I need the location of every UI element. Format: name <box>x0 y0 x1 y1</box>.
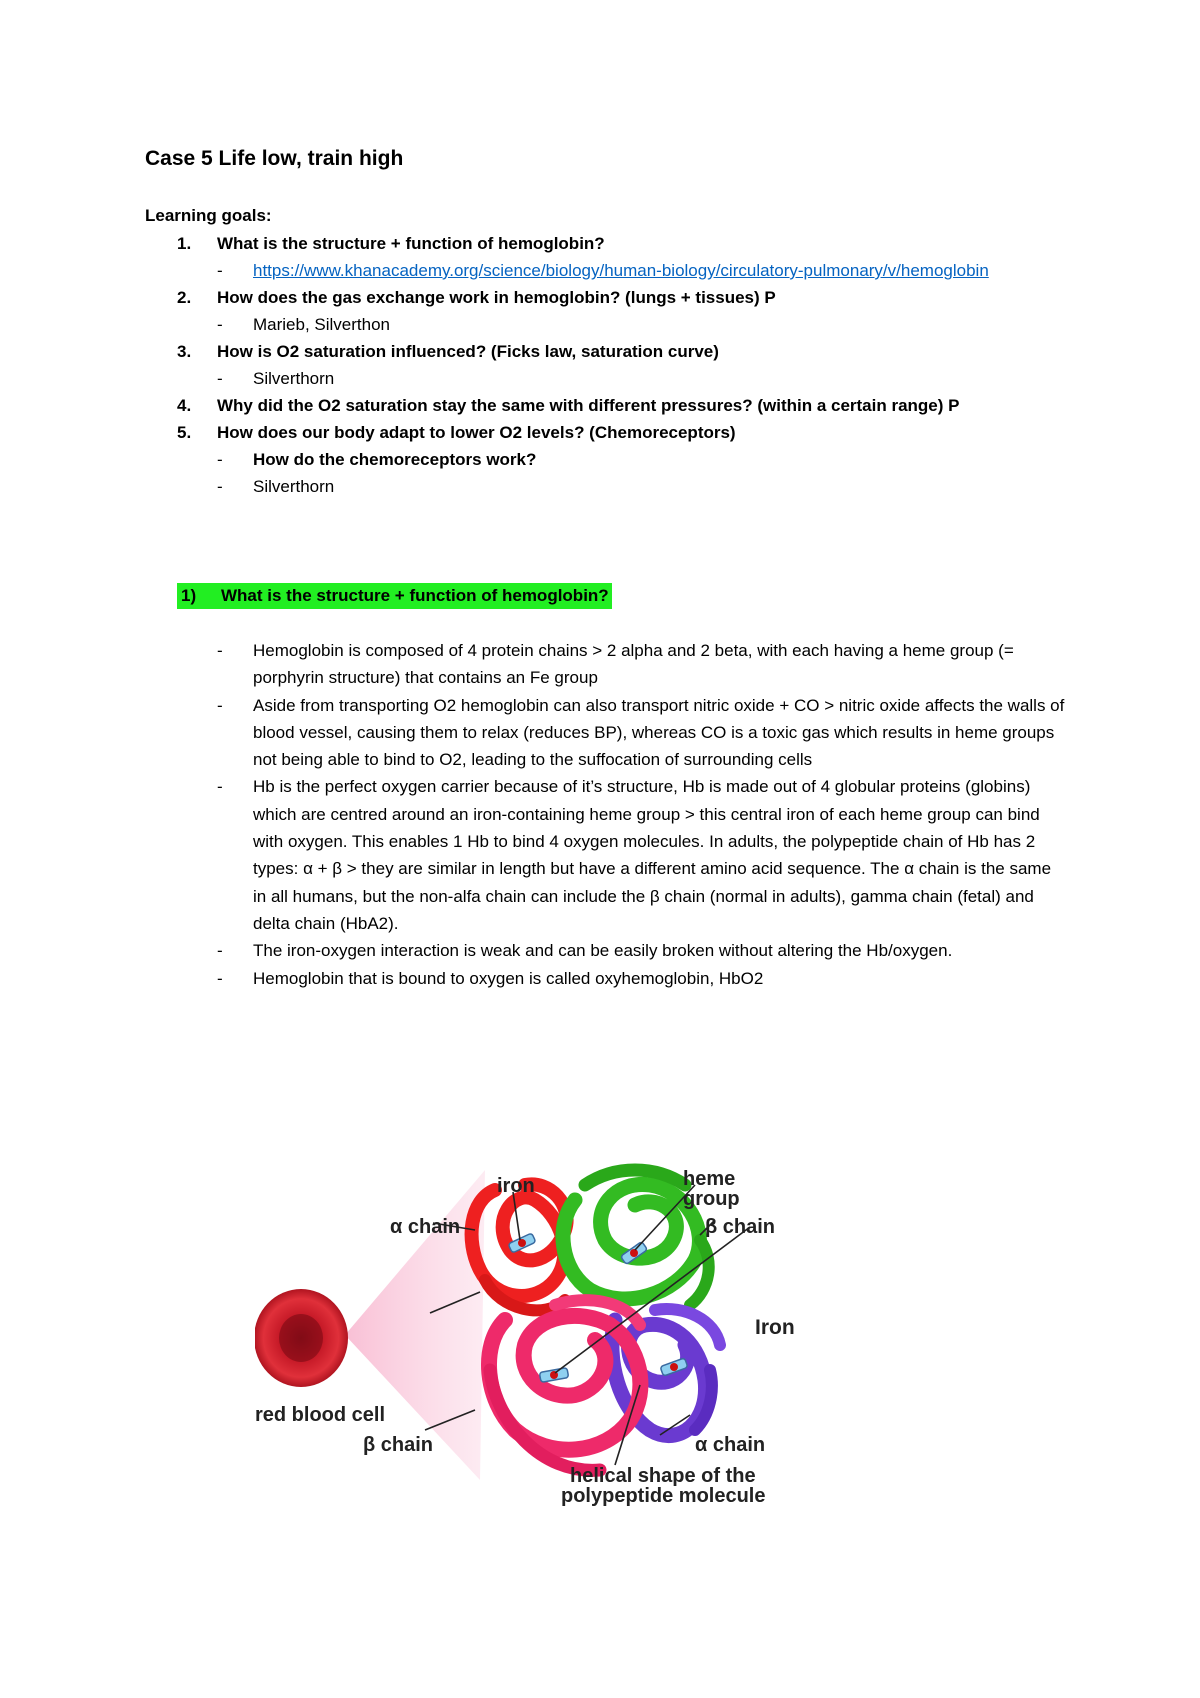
goal-item-4 <box>145 392 1065 419</box>
goal-item-1 <box>145 230 1065 284</box>
dash-marker: - <box>217 450 223 469</box>
dash-marker: - <box>217 315 223 334</box>
goal-text: How does our body adapt to lower O2 levels? (Chemoreceptors) <box>217 423 736 442</box>
dash-marker: - <box>217 369 223 388</box>
dash-marker: - <box>217 968 223 988</box>
section-number: 1) <box>181 586 197 605</box>
dash-marker: - <box>217 261 223 280</box>
label-alpha-chain-left: α chain <box>390 1216 461 1238</box>
note-item <box>217 773 1067 937</box>
khanacademy-link[interactable]: https://www.khanacademy.org/science/biology/human-biology/circulatory-pulmonary/v/hemoglobin <box>253 261 989 280</box>
label-beta-chain-right: β chain <box>705 1216 775 1238</box>
hemoglobin-notes-list <box>217 637 1067 992</box>
section-heading-highlighted <box>177 583 612 609</box>
goal-number: 4. <box>177 396 192 415</box>
label-helical-shape: helical shape of the <box>570 1465 756 1487</box>
note-text: Hb is the perfect oxygen carrier because of it’s structure, Hb is made out of 4 globular proteins (globins) which are centred around an iron-containing heme group > this central iron of each heme group can bind with oxygen. This enables 1 Hb to bind 4 oxygen molecules. In adults, the polypeptide chain of Hb has 2 types: α + β > they are similar in length but have a different amino acid sequence. The α chain is the same in all humans, but the non-alfa chain can include the β chain (normal in adults), gamma chain (fetal) and delta chain (HbA2). <box>253 777 1052 933</box>
label-iron-right: Iron <box>755 1316 795 1339</box>
note-item <box>217 692 1067 774</box>
heme-group-icon <box>539 1368 568 1383</box>
goal-text: How is O2 saturation influenced? (Ficks law, saturation curve) <box>217 342 719 361</box>
label-alpha-chain-right: α chain <box>695 1434 766 1456</box>
section-heading-text: What is the structure + function of hemoglobin? <box>221 586 609 605</box>
dash-marker: - <box>217 777 223 797</box>
dash-marker: - <box>217 641 223 660</box>
dash-marker: - <box>217 477 223 496</box>
note-item <box>217 937 1067 964</box>
learning-goals-list <box>145 230 1065 500</box>
document-title: Case 5 Life low, train high <box>145 147 404 170</box>
label-heme: heme <box>683 1168 736 1190</box>
goal-source: Silverthorn <box>253 477 335 496</box>
note-text: The iron-oxygen interaction is weak and can be easily broken without altering the Hb/oxygen. <box>253 941 953 961</box>
hemoglobin-structure-figure <box>255 1130 875 1520</box>
heme-group-icon <box>508 1233 536 1253</box>
note-item <box>217 637 1067 692</box>
goal-number: 2. <box>177 288 192 307</box>
label-iron-top: iron <box>497 1175 535 1197</box>
goal-text: How does the gas exchange work in hemoglobin? (lungs + tissues) P <box>217 288 776 307</box>
dash-marker: - <box>217 695 223 715</box>
label-group: group <box>683 1188 740 1210</box>
goal-item-5 <box>145 419 1065 500</box>
goal-number: 5. <box>177 423 192 442</box>
goal-item-2 <box>145 284 1065 338</box>
note-text: Aside from transporting O2 hemoglobin can also transport nitric oxide + CO > nitric oxide affects the walls of blood vessel, causing them to relax (reduces BP), whereas CO is a toxic gas which results in heme groups not being able to bind to O2, leading to the suffocation of surrounding cells <box>253 695 1065 770</box>
goal-source: Marieb, Silverthon <box>253 315 391 334</box>
note-text: Hemoglobin that is bound to oxygen is called oxyhemoglobin, HbO2 <box>253 968 764 988</box>
goal-subquestion: How do the chemoreceptors work? <box>253 450 537 469</box>
learning-goals-label: Learning goals: <box>145 206 272 225</box>
goal-number: 3. <box>177 342 192 361</box>
note-item <box>217 965 1067 992</box>
label-polypeptide-molecule: polypeptide molecule <box>561 1485 766 1507</box>
label-beta-chain-left: β chain <box>363 1434 433 1456</box>
note-text: Hemoglobin is composed of 4 protein chains > 2 alpha and 2 beta, with each having a heme group (= porphyrin structure) that contains an Fe group <box>253 641 1014 688</box>
goal-item-3 <box>145 338 1065 392</box>
goal-number: 1. <box>177 234 192 253</box>
dash-marker: - <box>217 941 223 961</box>
goal-text: Why did the O2 saturation stay the same with different pressures? (within a certain range) P <box>217 396 960 415</box>
goal-source: Silverthorn <box>253 369 335 388</box>
red-blood-cell-icon <box>255 1289 348 1387</box>
goal-text: What is the structure + function of hemoglobin? <box>217 234 605 253</box>
label-red-blood-cell: red blood cell <box>255 1404 386 1426</box>
